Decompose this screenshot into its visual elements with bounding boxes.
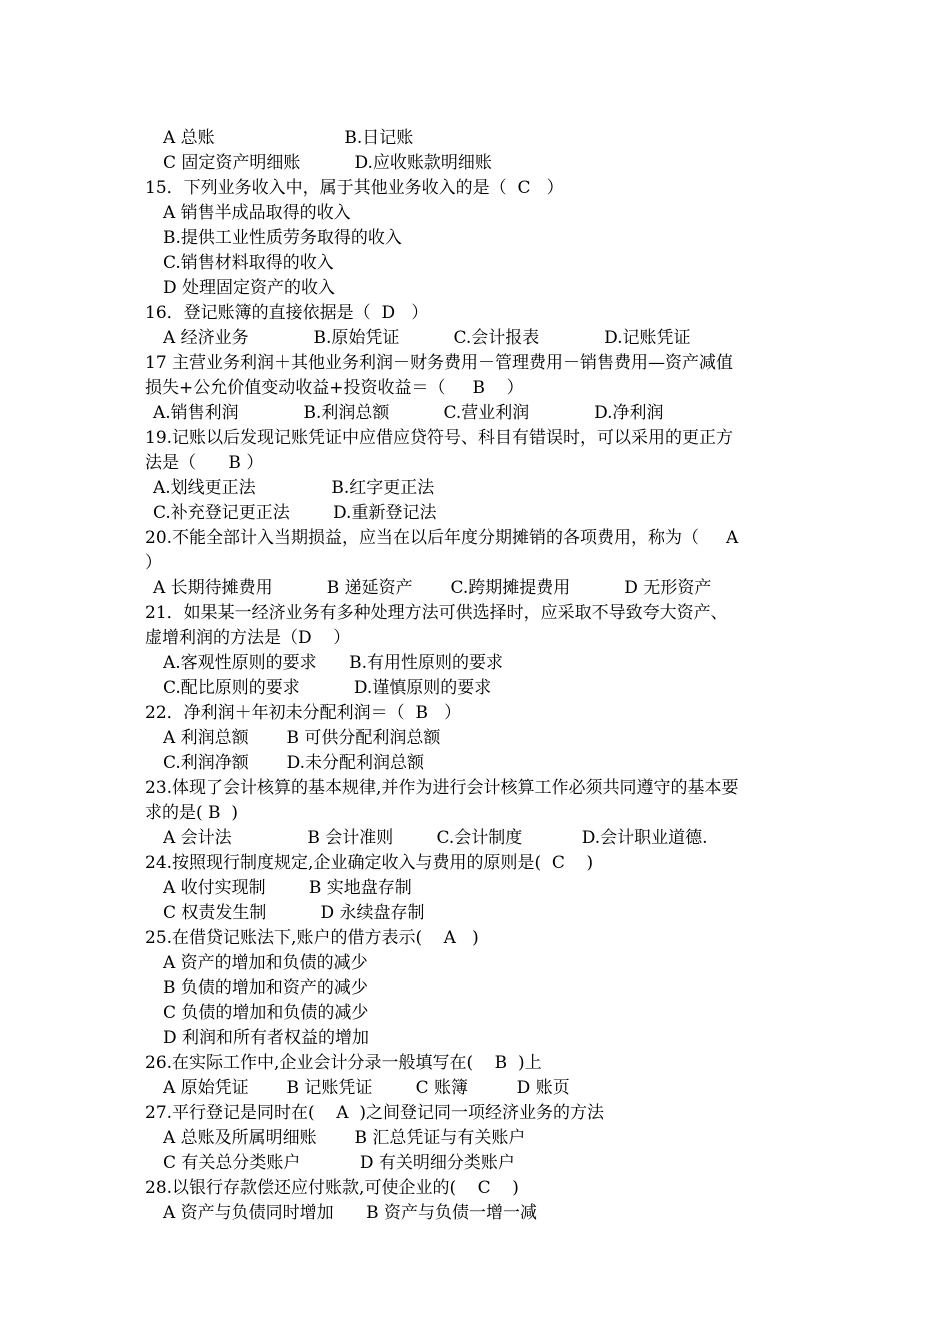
text-line: 15．下列业务收入中，属于其他业务收入的是（ C ）	[145, 178, 564, 198]
text-line: A 利润总额 B 可供分配利润总额	[163, 728, 441, 748]
text-line: 虚增利润的方法是（D ）	[145, 628, 351, 648]
text-line: 20.不能全部计入当期损益，应当在以后年度分期摊销的各项费用，称为（ A	[145, 528, 739, 548]
text-line: C.销售材料取得的收入	[163, 253, 334, 273]
text-line: C 负债的增加和负债的减少	[163, 1003, 369, 1023]
text-line: A 收付实现制 B 实地盘存制	[163, 878, 412, 898]
text-line: C.利润净额 D.未分配利润总额	[163, 753, 425, 773]
text-line: 法是（ B ）	[145, 453, 264, 473]
text-line: C.配比原则的要求 D.谨慎原则的要求	[163, 678, 492, 698]
text-line: 16．登记账簿的直接依据是（ D ）	[145, 303, 429, 323]
text-line: A 资产的增加和负债的减少	[163, 953, 368, 973]
text-line: 损失+公允价值变动收益+投资收益＝（ B ）	[145, 378, 524, 398]
text-line: B.提供工业性质劳务取得的收入	[163, 228, 402, 248]
text-line: A 总账及所属明细账 B 汇总凭证与有关账户	[163, 1128, 526, 1148]
text-line: 27.平行登记是同时在( A )之间登记同一项经济业务的方法	[145, 1103, 604, 1123]
text-line: 19.记账以后发现记账凭证中应借应贷符号、科目有错误时，可以采用的更正方	[145, 428, 734, 448]
text-line: A 长期待摊费用 B 递延资产 C.跨期摊提费用 D 无形资产	[153, 578, 712, 598]
text-line: D 利润和所有者权益的增加	[163, 1028, 370, 1048]
text-line: C.补充登记更正法 D.重新登记法	[153, 503, 437, 523]
text-line: A 销售半成品取得的收入	[163, 203, 351, 223]
text-line: A 总账 B.日记账	[163, 128, 414, 148]
text-line: A.销售利润 B.利润总额 C.营业利润 D.净利润	[153, 403, 664, 423]
text-line: A 原始凭证 B 记账凭证 C 账簿 D 账页	[163, 1078, 570, 1098]
text-line: B 负债的增加和资产的减少	[163, 978, 368, 998]
text-line: A 经济业务 B.原始凭证 C.会计报表 D.记账凭证	[163, 328, 691, 348]
text-line: 24.按照现行制度规定,企业确定收入与费用的原则是( C )	[145, 853, 594, 873]
text-line: 28.以银行存款偿还应付账款,可使企业的( C )	[145, 1178, 519, 1198]
text-line: C 权责发生制 D 永续盘存制	[163, 903, 425, 923]
text-line: C 有关总分类账户 D 有关明细分类账户	[163, 1153, 515, 1173]
text-line: 求的是( B )	[145, 803, 238, 823]
text-line: D 处理固定资产的收入	[163, 278, 336, 298]
text-line: 23.体现了会计核算的基本规律,并作为进行会计核算工作必须共同遵守的基本要	[145, 778, 739, 798]
text-line: 22．净利润＋年初未分配利润＝（ B ）	[145, 703, 462, 723]
text-line: A 会计法 B 会计准则 C.会计制度 D.会计职业道德.	[163, 828, 708, 848]
text-line: C 固定资产明细账 D.应收账款明细账	[163, 153, 492, 173]
text-line: 17 主营业务利润＋其他业务利润－财务费用－管理费用－销售费用—资产减值	[145, 353, 734, 373]
text-line: 21．如果某一经济业务有多种处理方法可供选择时，应采取不导致夸大资产、	[145, 603, 728, 623]
text-line: A.客观性原则的要求 B.有用性原则的要求	[163, 653, 503, 673]
text-line: 25.在借贷记账法下,账户的借方表示( A )	[145, 928, 479, 948]
text-line: 26.在实际工作中,企业会计分录一般填写在( B )上	[145, 1053, 542, 1073]
text-line: A.划线更正法 B.红字更正法	[153, 478, 435, 498]
text-line: A 资产与负债同时增加 B 资产与负债一增一减	[163, 1203, 537, 1223]
text-line: ）	[145, 553, 162, 573]
